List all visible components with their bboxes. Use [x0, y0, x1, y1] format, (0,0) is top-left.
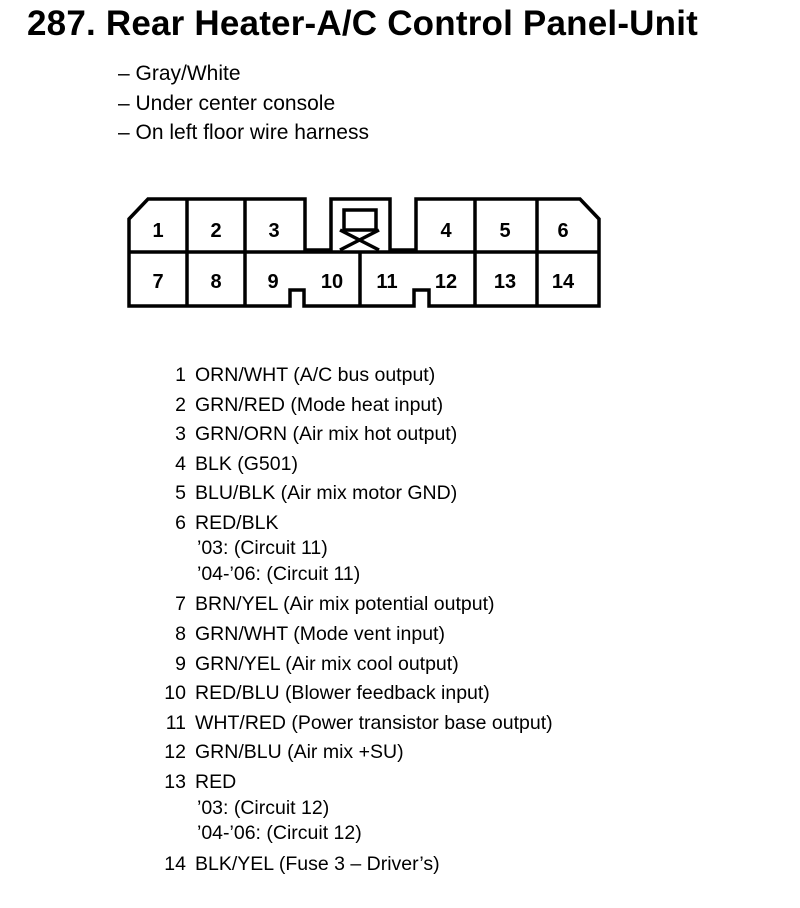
pin-wire-description: GRN/WHT (Mode vent input) [195, 623, 445, 646]
pin-detail [186, 738, 404, 768]
pin-row [150, 850, 553, 880]
pin-row [150, 590, 553, 620]
page-title: 287. Rear Heater-A/C Control Panel-Unit [27, 4, 699, 43]
pin-number: 7 [175, 593, 186, 616]
cavity-label: 1 [152, 220, 164, 242]
pin-row [150, 650, 553, 680]
pin-number: 11 [165, 711, 186, 734]
cavity-label: 13 [493, 271, 517, 293]
pin-detail [186, 391, 443, 421]
lock-tab [344, 210, 376, 230]
pin-row [150, 738, 553, 768]
pin-wire-description: GRN/BLU (Air mix +SU) [195, 741, 404, 764]
pin-number: 13 [164, 771, 186, 794]
pin-row [150, 768, 553, 850]
pin-detail [186, 420, 457, 450]
pin-circuit-note: ’03: (Circuit 11) [197, 537, 328, 560]
note-color: – Gray/White [118, 62, 241, 85]
pin-number: 9 [175, 652, 186, 675]
cavity-label: 10 [320, 271, 344, 293]
pin-wire-description: BLK (G501) [195, 452, 298, 475]
cavity-label: 7 [152, 271, 164, 293]
pin-row [150, 391, 553, 421]
pin-row [150, 479, 553, 509]
pin-row [150, 620, 553, 650]
pin-number: 8 [175, 623, 186, 646]
cavity-label: 6 [557, 220, 569, 242]
pin-wire-description: BLK/YEL (Fuse 3 – Driver’s) [195, 852, 440, 875]
cavity-label: 9 [267, 271, 279, 293]
pin-detail [186, 620, 445, 650]
pin-number: 12 [164, 741, 186, 764]
cavity-label: 2 [210, 220, 222, 242]
cavity-label: 4 [440, 220, 452, 242]
cavity-label: 12 [434, 271, 458, 293]
cavity-label: 14 [551, 271, 575, 293]
pin-wire-description: ORN/WHT (A/C bus output) [195, 364, 436, 386]
pin-detail [186, 650, 459, 680]
pin-detail [186, 709, 553, 739]
pin-circuit-note: ’04-’06: (Circuit 12) [197, 822, 362, 845]
pin-row [150, 509, 553, 591]
cavity-label: 11 [376, 271, 398, 293]
pin-wire-description: RED [195, 771, 237, 794]
pin-detail [186, 679, 490, 709]
pin-wire-description: GRN/ORN (Air mix hot output) [195, 423, 458, 446]
pin-detail [186, 768, 362, 850]
pin-wire-description: WHT/RED (Power transistor base output) [195, 711, 553, 734]
pin-detail [186, 450, 298, 480]
pin-detail [186, 850, 440, 880]
pin-wire-description: RED/BLU (Blower feedback input) [195, 682, 490, 705]
pin-number: 4 [175, 452, 186, 475]
pin-wire-description: BRN/YEL (Air mix potential output) [195, 593, 495, 616]
cavity-label: 8 [210, 271, 222, 293]
pin-circuit-note: ’04-’06: (Circuit 11) [197, 562, 361, 585]
pin-detail [186, 479, 457, 509]
pin-row [150, 361, 553, 391]
pin-number: 1 [175, 364, 186, 386]
note-harness: – On left floor wire harness [118, 121, 369, 144]
cavity-label: 5 [499, 220, 511, 242]
pin-number: 2 [175, 393, 186, 416]
pin-wire-description: GRN/YEL (Air mix cool output) [195, 652, 459, 675]
pin-number: 3 [175, 423, 186, 446]
pin-row [150, 709, 553, 739]
pin-wire-description: BLU/BLK (Air mix motor GND) [195, 482, 458, 505]
connector-face-diagram [0, 0, 800, 330]
pin-wire-description: GRN/RED (Mode heat input) [195, 393, 444, 416]
pin-number: 5 [175, 482, 186, 505]
pin-row [150, 450, 553, 480]
pin-detail [186, 590, 494, 620]
note-location: – Under center console [118, 91, 336, 115]
pin-row [150, 420, 553, 450]
pin-number: 6 [175, 511, 186, 534]
pin-detail [186, 361, 435, 391]
pin-circuit-note: ’03: (Circuit 12) [197, 796, 330, 819]
pin-wire-description: RED/BLK [195, 511, 279, 534]
pin-number: 14 [164, 852, 186, 875]
pinout-list [150, 361, 553, 879]
cavity-label: 3 [268, 220, 280, 242]
pin-row [150, 679, 553, 709]
pin-detail [186, 509, 360, 591]
pin-number: 10 [164, 682, 186, 705]
